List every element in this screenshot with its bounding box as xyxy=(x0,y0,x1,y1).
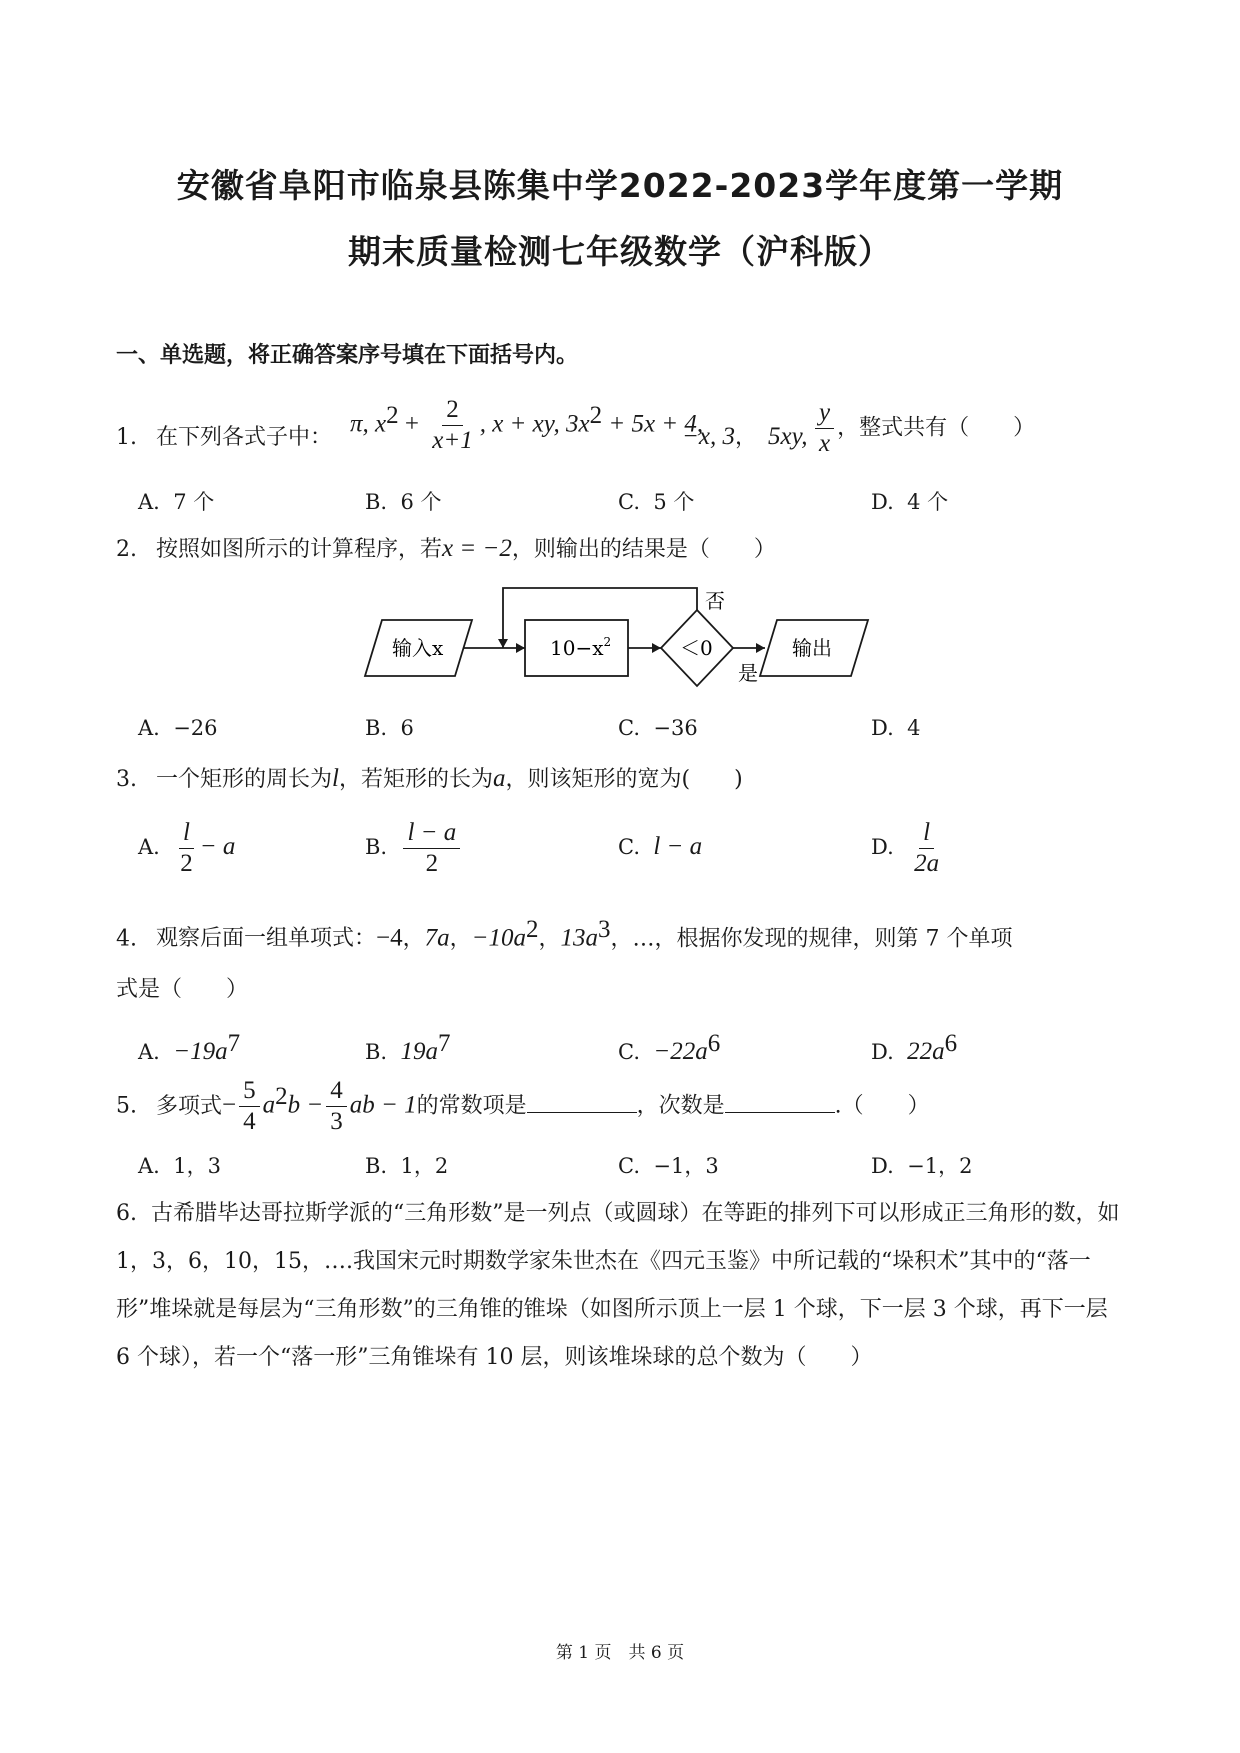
q2-option-c[interactable]: C. −36 xyxy=(618,716,698,740)
blank-degree[interactable] xyxy=(725,1094,835,1113)
fraction: $\frac{2}{x+1}$ xyxy=(432,396,473,454)
question-number: 1. xyxy=(116,425,137,450)
q2-option-d[interactable]: D. 4 xyxy=(871,716,921,740)
q4-option-a[interactable]: A. $-19a^7$ xyxy=(138,1030,241,1065)
q4-option-c[interactable]: C. $-22a^6$ xyxy=(618,1030,721,1065)
q3-option-a[interactable]: A. $\frac{l}{2}$ − a xyxy=(138,819,236,877)
flow-no-label: 否 xyxy=(705,589,725,613)
question-5: 5. 多项式− $\frac{5}{4}$ $a^2b$ − $\frac{4}{3}$ ab − 1的常数项是 ，次数是 .（ ） xyxy=(116,1077,930,1135)
q1-option-b[interactable]: B. 6 个 xyxy=(365,490,442,514)
question-stem: 在下列各式子中： xyxy=(156,425,333,450)
page-footer: 第 1 页 共 6 页 xyxy=(555,1643,685,1663)
q2-option-a[interactable]: A. −26 xyxy=(138,716,218,740)
section-heading: 一、单选题，将正确答案序号填在下面括号内。 xyxy=(116,343,579,368)
flow-output-label: 输出 xyxy=(792,636,832,660)
q1-option-d[interactable]: D. 4 个 xyxy=(871,490,949,514)
page-title-line1: 安徽省阜阳市临泉县陈集中学2022-2023学年度第一学期 xyxy=(176,166,1064,205)
q1-expression: π, $x^2$ + $\frac{2}{x+1}$ , x + xy, $3x^2 + 5x + 4$, xyxy=(350,396,704,454)
blank-constant-term[interactable] xyxy=(527,1094,637,1113)
q5-option-c[interactable]: C. −1，3 xyxy=(618,1154,719,1178)
q5-option-b[interactable]: B. 1，2 xyxy=(365,1154,449,1178)
question-2: 2. 按照如图所示的计算程序，若x = −2，则输出的结果是（ ） xyxy=(116,535,776,562)
q4-option-d[interactable]: D. $22a^6$ xyxy=(871,1030,958,1065)
flow-yes-label: 是 xyxy=(738,661,758,685)
q4-option-b[interactable]: B. $19a^7$ xyxy=(365,1030,451,1065)
q2-option-b[interactable]: B. 6 xyxy=(365,716,414,740)
flow-input-label: 输入x xyxy=(392,636,444,660)
q1-option-a[interactable]: A. 7 个 xyxy=(138,490,215,514)
question-4-cont: 式是（ ） xyxy=(116,977,249,1002)
flowchart xyxy=(360,580,880,690)
q1-option-c[interactable]: C. 5 个 xyxy=(618,490,695,514)
question-3: 3. 一个矩形的周长为l，若矩形的长为a，则该矩形的宽为( ) xyxy=(116,765,743,792)
q3-option-c[interactable]: C. l − a xyxy=(618,833,703,860)
q5-option-a[interactable]: A. 1，3 xyxy=(138,1154,221,1178)
question-4: 4. 观察后面一组单项式：−4，7a，$-10a^2$，$13a^3$，…，根据你发现的规律，则第 7 个单项 xyxy=(116,916,1013,952)
flow-decision-label: ＜0 xyxy=(680,636,713,660)
q1-fraction-yx: $\frac{y}{x}$ ，整式共有（ ） xyxy=(812,398,1035,459)
question-1 xyxy=(116,420,332,451)
flow-process-label: $10-x^2$ xyxy=(550,635,612,660)
q5-option-d[interactable]: D. −1，2 xyxy=(871,1154,973,1178)
question-6: 6. 古希腊毕达哥拉斯学派的“三角形数”是一列点（或圆球）在等距的排列下可以形成正三角形的数，如 1，3，6，10，15，….我国宋元时期数学家朱世杰在《四元玉鉴》中所记载的“垛积术”其中的“落一形”堆垛就是每层为“三角形数”的三角锥的锥垛（如图所示顶上一层 1 个球，下一层 3 个球，再下一层 6 个球），若一个“落一形”三角锥垛有 10 层，则该堆垛球的总个数为（ ） xyxy=(116,1201,1120,1370)
page-title-line2: 期末质量检测七年级数学（沪科版） xyxy=(348,232,892,271)
q3-option-b[interactable]: B. $\frac{l - a}{2}$ xyxy=(365,818,463,879)
q3-option-d[interactable]: D. $\frac{l}{2a}$ xyxy=(871,819,940,877)
q1-expression-tail: −x, 3， 5xy, xyxy=(682,423,808,450)
